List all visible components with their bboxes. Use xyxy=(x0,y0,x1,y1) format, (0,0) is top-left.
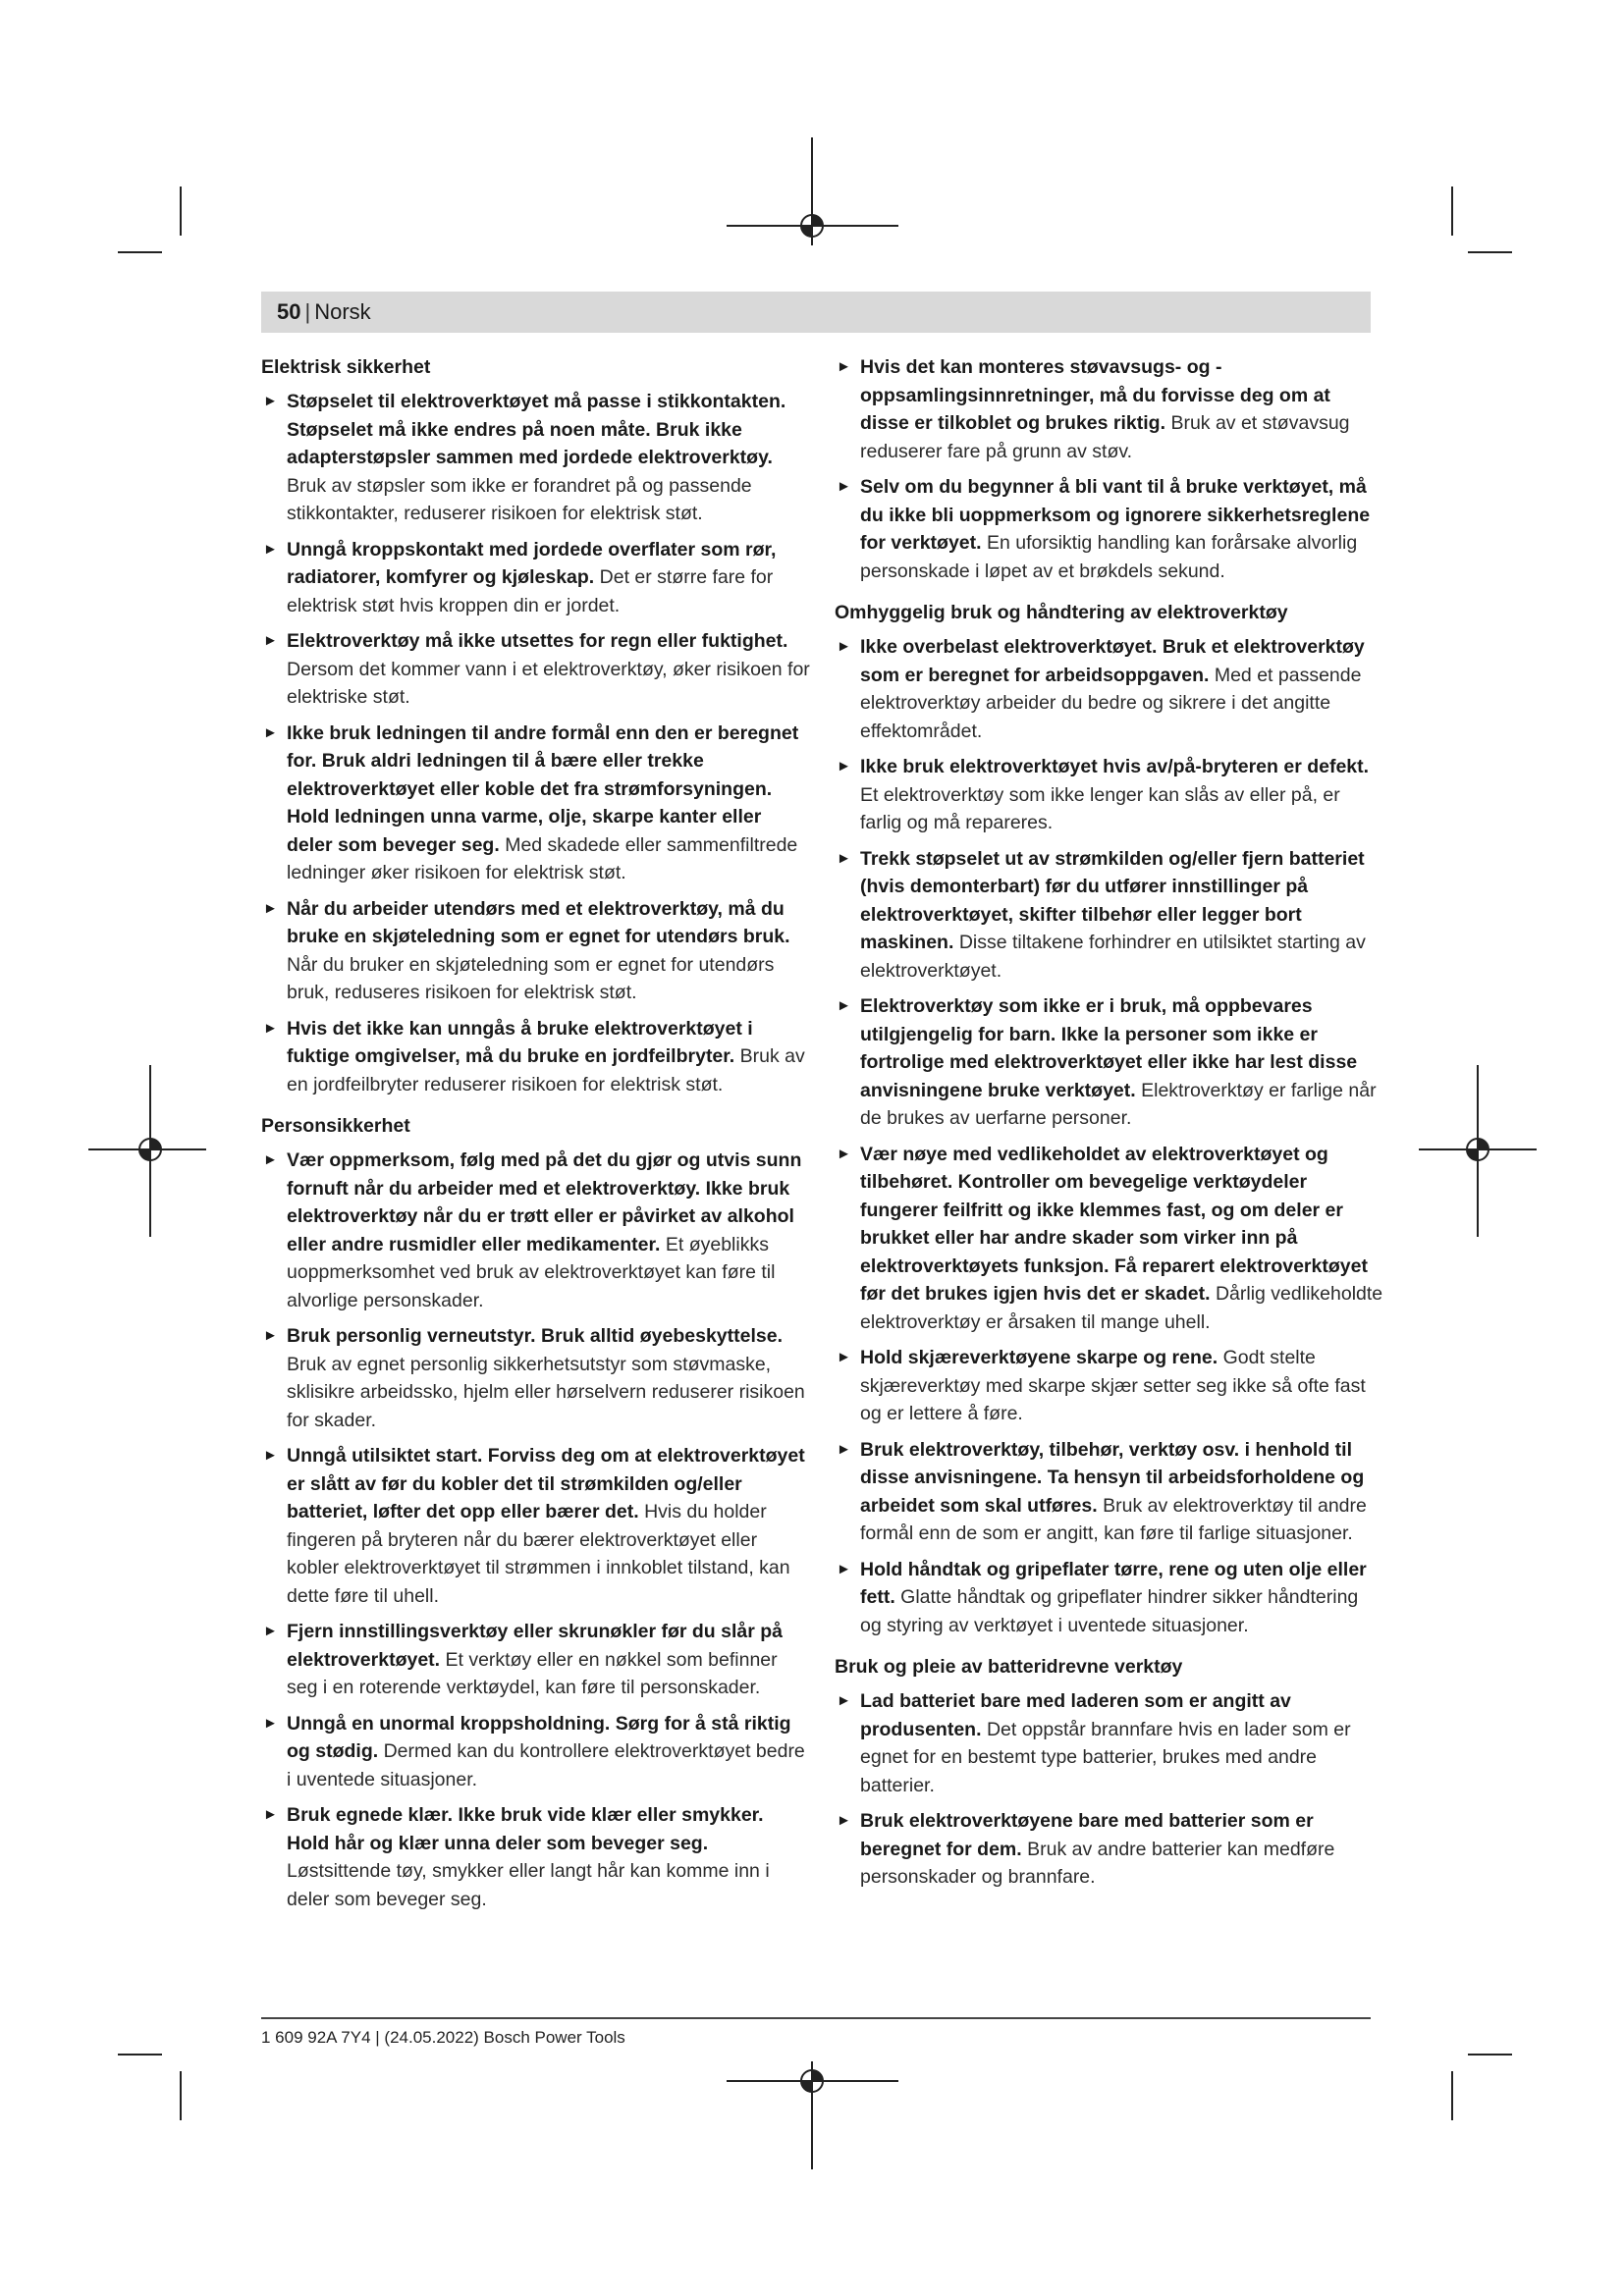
bullet-arrow-icon: ► xyxy=(837,1692,851,1709)
bullet-arrow-icon: ► xyxy=(263,1714,278,1732)
right-column xyxy=(835,353,1384,1899)
bullet-arrow-icon: ► xyxy=(263,899,278,917)
list-item: ► Støpselet til elektroverktøyet må passe i stikkontakten. Støpselet må ikke endres på noen måte. Bruk ikke adapterstøpsler sammen med jordede elektroverktøy. Bruk av støpsler som ikke er forandret på og passende stikkontakter, reduserer risikoen for elektrisk støt. xyxy=(261,388,811,528)
bullet-arrow-icon: ► xyxy=(837,849,851,867)
bullet-arrow-icon: ► xyxy=(837,758,851,774)
header-separator: | xyxy=(304,299,311,324)
bullet-arrow-icon: ► xyxy=(837,1145,851,1162)
electrical-safety-list xyxy=(261,388,811,1098)
list-item: ► Bruk elektroverktøyene bare med batterier som er beregnet for dem. Bruk av andre batterier kan medføre personskader og brannfare. xyxy=(835,1807,1384,1892)
footer-divider xyxy=(261,2017,1371,2019)
registration-mark-left-icon xyxy=(135,1135,165,1164)
list-item: ► Vær oppmerksom, følg med på det du gjør og utvis sunn fornuft når du arbeider med et elektroverktøy. Ikke bruk elektroverktøy når du er trøtt eller er påvirket av alkohol eller andre rusmidler eller medikamenter. Et øyeblikks uoppmerksomhet ved bruk av elektroverktøyet kan føre til alvorlige personskader. xyxy=(261,1147,811,1314)
bullet-arrow-icon: ► xyxy=(837,358,851,375)
bullet-arrow-icon: ► xyxy=(263,1327,278,1344)
list-item: ► Bruk personlig verneutstyr. Bruk alltid øyebeskyttelse. Bruk av egnet personlig sikkerhetsutstyr som støvmaske, sklisikre arbeidssko, hjelm eller hørselvern reduserer risikoen for skader. xyxy=(261,1322,811,1434)
language-label: Norsk xyxy=(314,299,371,324)
personal-safety-list-continued xyxy=(835,353,1384,585)
list-item: ► Fjern innstillingsverktøy eller skrunøkler før du slår på elektroverktøyet. Et verktøy eller en nøkkel som befinner seg i en roterende verktøydel, kan føre til personskader. xyxy=(261,1618,811,1702)
bullet-arrow-icon: ► xyxy=(263,393,278,409)
bullet-arrow-icon: ► xyxy=(263,1151,278,1168)
section-heading-tool-use-care: Omhyggelig bruk og håndtering av elektroverktøy xyxy=(835,602,1288,623)
list-item: ► Hold skjæreverktøyene skarpe og rene. Godt stelte skjæreverktøy med skarpe skjær setter seg ikke så ofte fast og er lettere å føre. xyxy=(835,1344,1384,1428)
list-item: ► Ikke bruk elektroverktøyet hvis av/på-bryteren er defekt. Et elektroverktøy som ikke lenger kan slås av eller på, er farlig og må repareres. xyxy=(835,753,1384,837)
registration-mark-top-icon xyxy=(797,211,827,240)
footer-text: 1 609 92A 7Y4 | (24.05.2022) Bosch Power Tools xyxy=(261,2028,625,2047)
crop-mark-top-left-v xyxy=(180,187,182,236)
page-header xyxy=(261,292,1371,333)
list-item: ► Hold håndtak og gripeflater tørre, rene og uten olje eller fett. Glatte håndtak og gripeflater hindrer sikker håndtering og styring av verktøyet i uventede situasjoner. xyxy=(835,1556,1384,1640)
bullet-arrow-icon: ► xyxy=(837,638,851,655)
crop-mark-bottom-right-h xyxy=(1468,2054,1512,2056)
bullet-arrow-icon: ► xyxy=(837,478,851,495)
bullet-arrow-icon: ► xyxy=(263,1806,278,1823)
list-item: ► Bruk elektroverktøy, tilbehør, verktøy osv. i henhold til disse anvisningene. Ta hensyn til arbeidsforholdene og arbeidet som skal utføres. Bruk av elektroverktøy til andre formål enn de som er angitt, kan føre til farlige situasjoner. xyxy=(835,1436,1384,1548)
section-heading-electrical-safety: Elektrisk sikkerhet xyxy=(261,356,431,378)
battery-tools-list xyxy=(835,1687,1384,1892)
list-item: ► Ikke bruk ledningen til andre formål enn den er beregnet for. Bruk aldri ledningen til å bære eller trekke elektroverktøyet eller koble det fra strømforsyningen. Hold ledningen unna varme, olje, skarpe kanter eller deler som beveger seg. Med skadede eller sammenfiltrede ledninger øker risikoen for elektrisk støt. xyxy=(261,720,811,887)
list-item: ► Hvis det ikke kan unngås å bruke elektroverktøyet i fuktige omgivelser, må du bruke en jordfeilbryter. Bruk av en jordfeilbryter reduserer risikoen for elektrisk støt. xyxy=(261,1015,811,1099)
bullet-arrow-icon: ► xyxy=(263,540,278,558)
list-item: ► Trekk støpselet ut av strømkilden og/eller fjern batteriet (hvis demonterbart) før du utfører innstillinger på elektroverktøyet, skifter tilbehør eller legger bort maskinen. Disse tiltakene forhindrer en utilsiktet starting av elektroverktøyet. xyxy=(835,845,1384,986)
bullet-arrow-icon: ► xyxy=(837,997,851,1014)
list-item: ► Unngå en unormal kroppsholdning. Sørg for å stå riktig og stødig. Dermed kan du kontrollere elektroverktøyet bedre i uventede situasjoner. xyxy=(261,1710,811,1794)
crop-mark-top-right-v xyxy=(1451,187,1453,236)
section-heading-personal-safety: Personsikkerhet xyxy=(261,1115,410,1137)
bullet-arrow-icon: ► xyxy=(837,1560,851,1577)
list-item: ► Elektroverktøy må ikke utsettes for regn eller fuktighet. Dersom det kommer vann i et elektroverktøy, øker risikoen for elektriske støt. xyxy=(261,627,811,712)
left-column xyxy=(261,353,811,1921)
list-item: ► Vær nøye med vedlikeholdet av elektroverktøyet og tilbehøret. Kontroller om bevegelige verktøydeler fungerer feilfritt og ikke klemmes fast, og om deler er brukket eller har andre skader som virker inn på elektroverktøyets funksjon. Få reparert elektroverktøyet før det brukes igjen hvis det er skadet. Dårlig vedlikeholdte elektroverktøy er årsaken til mange uhell. xyxy=(835,1141,1384,1337)
bullet-arrow-icon: ► xyxy=(263,1447,278,1464)
bullet-arrow-icon: ► xyxy=(263,632,278,649)
list-item: ► Elektroverktøy som ikke er i bruk, må oppbevares utilgjengelig for barn. Ikke la personer som ikke er fortrolige med elektroverktøyet eller ikke har lest disse anvisningene bruke verktøyet. Elektroverktøy er farlige når de brukes av uerfarne personer. xyxy=(835,992,1384,1133)
list-item: ► Hvis det kan monteres støvavsugs- og -oppsamlingsinnretninger, må du forvisse deg om at disse er tilkoblet og brukes riktig. Bruk av et støvavsug reduserer fare på grunn av støv. xyxy=(835,353,1384,465)
crop-mark-bottom-left-v xyxy=(180,2071,182,2120)
list-item: ► Unngå kroppskontakt med jordede overflater som rør, radiatorer, komfyrer og kjøleskap. Det er større fare for elektrisk støt hvis kroppen din er jordet. xyxy=(261,536,811,620)
list-item: ► Selv om du begynner å bli vant til å bruke verktøyet, må du ikke bli uoppmerksom og ignorere sikkerhetsreglene for verktøyet. En uforsiktig handling kan forårsake alvorlig personskade i løpet av et brøkdels sekund. xyxy=(835,473,1384,585)
tool-use-care-list xyxy=(835,633,1384,1639)
personal-safety-list xyxy=(261,1147,811,1913)
list-item: ► Bruk egnede klær. Ikke bruk vide klær eller smykker. Hold hår og klær unna deler som beveger seg. Løstsittende tøy, smykker eller langt hår kan komme inn i deler som beveger seg. xyxy=(261,1801,811,1913)
bullet-arrow-icon: ► xyxy=(263,1623,278,1639)
bullet-arrow-icon: ► xyxy=(837,1812,851,1829)
registration-mark-bottom-icon xyxy=(797,2066,827,2096)
crop-mark-bottom-left-h xyxy=(118,2054,162,2056)
list-item: ► Ikke overbelast elektroverktøyet. Bruk et elektroverktøy som er beregnet for arbeidsoppgaven. Med et passende elektroverktøy arbeider du bedre og sikrere i det angitte effektområdet. xyxy=(835,633,1384,745)
registration-mark-right-icon xyxy=(1463,1135,1492,1164)
bullet-arrow-icon: ► xyxy=(837,1349,851,1365)
bullet-arrow-icon: ► xyxy=(263,1019,278,1037)
bullet-arrow-icon: ► xyxy=(837,1440,851,1458)
list-item: ► Lad batteriet bare med laderen som er angitt av produsenten. Det oppstår brannfare hvis en lader som er egnet for en bestemt type batterier, brukes med andre batterier. xyxy=(835,1687,1384,1799)
list-item: ► Når du arbeider utendørs med et elektroverktøy, må du bruke en skjøteledning som er egnet for utendørs bruk. Når du bruker en skjøteledning som er egnet for utendørs bruk, reduseres risikoen for elektrisk støt. xyxy=(261,895,811,1007)
page-number: 50 xyxy=(277,299,301,324)
list-item: ► Unngå utilsiktet start. Forviss deg om at elektroverktøyet er slått av før du kobler det til strømkilden og/eller batteriet, løfter det opp eller bærer det. Hvis du holder fingeren på bryteren når du bærer elektroverktøyet eller kobler elektroverktøyet til strømmen i innkoblet tilstand, kan dette føre til uhell. xyxy=(261,1442,811,1610)
bullet-arrow-icon: ► xyxy=(263,723,278,741)
section-heading-battery-tools: Bruk og pleie av batteridrevne verktøy xyxy=(835,1656,1183,1678)
crop-mark-top-right-h xyxy=(1468,251,1512,253)
crop-mark-bottom-right-v xyxy=(1451,2071,1453,2120)
crop-mark-top-left-h xyxy=(118,251,162,253)
